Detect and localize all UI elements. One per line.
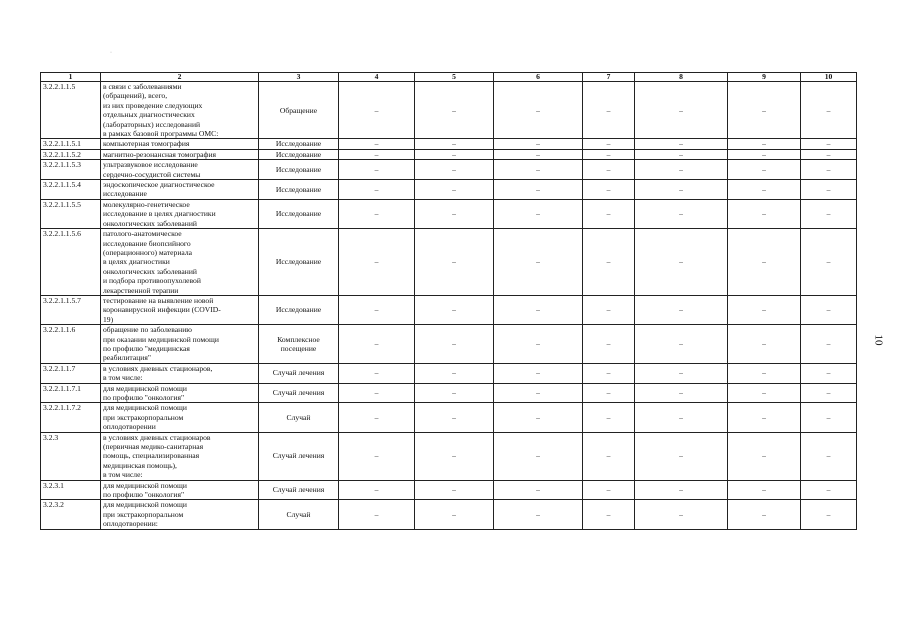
row-name xyxy=(101,82,259,139)
row-unit xyxy=(259,149,339,159)
row-name-line: онкологических заболеваний xyxy=(103,266,197,276)
row-unit-line: Случай xyxy=(286,509,311,519)
row-name-line: по профилю "онкология" xyxy=(103,490,185,500)
row-name-line: в том числе: xyxy=(103,470,143,480)
row-unit-line: Исследование xyxy=(275,184,322,194)
row-name-line: оплодотворении xyxy=(103,422,156,432)
row-name-line: отдельных диагностических xyxy=(103,110,195,120)
row-value: – xyxy=(801,363,857,383)
table-row xyxy=(41,139,857,149)
row-unit-line: Случай лечения xyxy=(272,451,325,461)
column-header: 4 xyxy=(339,73,415,82)
column-header: 2 xyxy=(101,73,259,82)
row-value: – xyxy=(415,199,494,228)
row-name-line: 19) xyxy=(103,314,114,324)
row-value: – xyxy=(583,139,635,149)
row-unit-line: Случай xyxy=(286,412,311,422)
stray-mark: · xyxy=(110,50,112,56)
row-name xyxy=(101,199,259,228)
row-unit xyxy=(259,82,339,139)
row-value: – xyxy=(583,500,635,529)
row-code: 3.2.2.1.1.5.4 xyxy=(41,180,101,200)
row-unit xyxy=(259,500,339,529)
row-code: 3.2.2.1.1.5.6 xyxy=(41,229,101,296)
row-name-line: (обращений), всего, xyxy=(103,91,168,101)
row-value: – xyxy=(583,82,635,139)
row-value: – xyxy=(339,500,415,529)
row-value: – xyxy=(635,199,728,228)
row-name-line: при оказании медицинской помощи xyxy=(103,334,219,344)
row-value: – xyxy=(415,480,494,500)
row-name-line: тестирование на выявление новой xyxy=(103,295,214,305)
row-name xyxy=(101,149,259,159)
row-name-line: коронавирусной инфекции (COVID- xyxy=(103,305,221,315)
table-row xyxy=(41,363,857,383)
row-value: – xyxy=(728,229,801,296)
row-name xyxy=(101,383,259,403)
row-value: – xyxy=(415,295,494,324)
row-unit-line: Исследование xyxy=(275,164,322,174)
row-value: – xyxy=(583,160,635,180)
row-name-line: для медицинской помощи xyxy=(103,403,187,413)
column-header: 9 xyxy=(728,73,801,82)
row-value: – xyxy=(583,229,635,296)
row-value: – xyxy=(339,363,415,383)
row-value: – xyxy=(635,383,728,403)
row-name-line: медицинская помощь), xyxy=(103,460,177,470)
row-value: – xyxy=(801,160,857,180)
row-name xyxy=(101,180,259,200)
row-value: – xyxy=(801,180,857,200)
table-row xyxy=(41,383,857,403)
row-unit xyxy=(259,295,339,324)
row-code: 3.2.2.1.1.7.2 xyxy=(41,403,101,432)
row-value: – xyxy=(415,403,494,432)
row-name-line: оплодотворении: xyxy=(103,519,158,529)
row-value: – xyxy=(494,160,583,180)
row-unit-line: Исследование xyxy=(275,139,322,149)
row-name-line: в целях диагностики xyxy=(103,257,170,267)
row-value: – xyxy=(801,480,857,500)
row-code: 3.2.2.1.1.5.3 xyxy=(41,160,101,180)
row-value: – xyxy=(494,383,583,403)
row-name-line: сердечно-сосудистой системы xyxy=(103,169,201,179)
row-code: 3.2.2.1.1.5.2 xyxy=(41,149,101,159)
header-row xyxy=(41,73,857,82)
row-value: – xyxy=(801,149,857,159)
data-table xyxy=(40,72,857,530)
row-code: 3.2.3.1 xyxy=(41,480,101,500)
table-body xyxy=(41,73,857,530)
row-name-line: при экстракорпоральном xyxy=(103,412,184,422)
row-name-line: (лабораторных) исследований xyxy=(103,119,201,129)
row-value: – xyxy=(728,500,801,529)
row-value: – xyxy=(339,383,415,403)
column-header: 3 xyxy=(259,73,339,82)
row-unit xyxy=(259,180,339,200)
row-value: – xyxy=(635,82,728,139)
row-value: – xyxy=(635,432,728,480)
row-code: 3.2.2.1.1.7 xyxy=(41,363,101,383)
row-value: – xyxy=(728,383,801,403)
row-value: – xyxy=(635,500,728,529)
row-unit xyxy=(259,199,339,228)
table-row xyxy=(41,180,857,200)
row-value: – xyxy=(494,500,583,529)
row-name-line: эндоскопическое диагностическое xyxy=(103,180,215,190)
column-header: 10 xyxy=(801,73,857,82)
row-name-line: из них проведение следующих xyxy=(103,100,203,110)
row-value: – xyxy=(728,180,801,200)
row-value: – xyxy=(728,403,801,432)
row-value: – xyxy=(494,363,583,383)
row-name-line: в связи с заболеваниями xyxy=(103,82,182,91)
row-name-line: для медицинской помощи xyxy=(103,500,187,510)
table-row xyxy=(41,403,857,432)
row-name xyxy=(101,139,259,149)
row-value: – xyxy=(494,149,583,159)
row-value: – xyxy=(635,149,728,159)
row-value: – xyxy=(728,160,801,180)
row-name-line: для медицинской помощи xyxy=(103,480,187,490)
table-row xyxy=(41,229,857,296)
row-code: 3.2.3.2 xyxy=(41,500,101,529)
row-value: – xyxy=(494,480,583,500)
row-value: – xyxy=(635,180,728,200)
row-value: – xyxy=(635,295,728,324)
row-value: – xyxy=(635,229,728,296)
row-value: – xyxy=(583,383,635,403)
row-value: – xyxy=(494,139,583,149)
row-code: 3.2.2.1.1.5.1 xyxy=(41,139,101,149)
row-value: – xyxy=(635,325,728,364)
row-value: – xyxy=(415,160,494,180)
row-name-line: и подбора противоопухолевой xyxy=(103,276,201,286)
row-name-line: в условиях дневных стационаров, xyxy=(103,363,213,373)
row-name-line: (операционного) материала xyxy=(103,247,193,257)
column-header: 1 xyxy=(41,73,101,82)
row-value: – xyxy=(494,229,583,296)
row-code: 3.2.2.1.1.5 xyxy=(41,82,101,139)
row-name-line: в том числе: xyxy=(103,373,143,383)
row-value: – xyxy=(728,139,801,149)
column-header: 5 xyxy=(415,73,494,82)
row-unit-line: Случай лечения xyxy=(272,485,325,495)
row-value: – xyxy=(415,500,494,529)
row-name-line: компьютерная томография xyxy=(103,139,190,149)
row-value: – xyxy=(801,295,857,324)
row-value: – xyxy=(728,325,801,364)
row-code: 3.2.2.1.1.7.1 xyxy=(41,383,101,403)
row-value: – xyxy=(583,149,635,159)
row-value: – xyxy=(583,432,635,480)
row-name-line: по профилю "медицинская xyxy=(103,343,190,353)
row-value: – xyxy=(801,139,857,149)
row-value: – xyxy=(339,229,415,296)
row-unit xyxy=(259,432,339,480)
row-value: – xyxy=(339,403,415,432)
row-value: – xyxy=(801,432,857,480)
row-value: – xyxy=(801,325,857,364)
row-value: – xyxy=(415,383,494,403)
row-unit xyxy=(259,403,339,432)
row-name-line: для медицинской помощи xyxy=(103,383,187,393)
row-name-line: реабилитация" xyxy=(103,353,151,363)
row-unit xyxy=(259,229,339,296)
row-unit-line: посещение xyxy=(280,343,317,353)
row-unit-line: Случай лечения xyxy=(272,368,325,378)
row-name-line: патолого-анатомическое xyxy=(103,229,182,239)
row-value: – xyxy=(415,82,494,139)
row-unit xyxy=(259,160,339,180)
row-unit-line: Случай лечения xyxy=(272,388,325,398)
row-value: – xyxy=(583,180,635,200)
table-row xyxy=(41,480,857,500)
row-unit-line: Комплексное xyxy=(277,334,320,344)
row-value: – xyxy=(801,82,857,139)
row-value: – xyxy=(728,199,801,228)
row-name-line: исследование xyxy=(103,189,147,199)
row-value: – xyxy=(801,229,857,296)
row-value: – xyxy=(494,82,583,139)
row-name-line: онкологических заболеваний xyxy=(103,218,197,228)
row-value: – xyxy=(415,229,494,296)
row-value: – xyxy=(583,295,635,324)
row-name-line: при экстракорпоральном xyxy=(103,509,184,519)
row-value: – xyxy=(635,160,728,180)
row-value: – xyxy=(339,199,415,228)
row-value: – xyxy=(728,82,801,139)
row-value: – xyxy=(494,325,583,364)
row-name xyxy=(101,480,259,500)
row-value: – xyxy=(339,295,415,324)
row-value: – xyxy=(801,383,857,403)
row-value: – xyxy=(339,432,415,480)
row-name-line: по профилю "онкология" xyxy=(103,393,185,402)
row-value: – xyxy=(583,325,635,364)
table-row xyxy=(41,199,857,228)
row-unit-line: Исследование xyxy=(275,257,322,267)
row-value: – xyxy=(801,199,857,228)
row-value: – xyxy=(415,363,494,383)
column-header: 6 xyxy=(494,73,583,82)
row-name xyxy=(101,229,259,296)
column-header: 8 xyxy=(635,73,728,82)
row-value: – xyxy=(583,363,635,383)
table-row xyxy=(41,160,857,180)
row-name xyxy=(101,325,259,364)
row-name-line: помощь, специализированная xyxy=(103,451,200,461)
row-value: – xyxy=(728,432,801,480)
row-value: – xyxy=(494,295,583,324)
row-value: – xyxy=(635,363,728,383)
row-value: – xyxy=(494,199,583,228)
row-value: – xyxy=(339,139,415,149)
row-name-line: (первичная медико-санитарная xyxy=(103,442,204,452)
table-row xyxy=(41,432,857,480)
row-unit xyxy=(259,139,339,149)
row-value: – xyxy=(494,403,583,432)
row-name xyxy=(101,295,259,324)
row-value: – xyxy=(728,295,801,324)
row-value: – xyxy=(635,139,728,149)
row-name-line: лекарственной терапии xyxy=(103,285,179,295)
row-unit xyxy=(259,480,339,500)
row-value: – xyxy=(801,403,857,432)
row-value: – xyxy=(339,82,415,139)
row-name-line: обращение по заболеванию xyxy=(103,325,192,335)
row-value: – xyxy=(339,160,415,180)
table-row xyxy=(41,500,857,529)
row-value: – xyxy=(728,480,801,500)
row-name-line: магнитно-резонансная томография xyxy=(103,149,217,159)
row-unit-line: Исследование xyxy=(275,209,322,219)
row-value: – xyxy=(635,480,728,500)
row-code: 3.2.2.1.1.5.5 xyxy=(41,199,101,228)
row-value: – xyxy=(583,480,635,500)
row-name-line: ультразвуковое исследование xyxy=(103,160,198,170)
row-value: – xyxy=(583,199,635,228)
row-name xyxy=(101,363,259,383)
row-value: – xyxy=(728,149,801,159)
row-value: – xyxy=(339,149,415,159)
row-code: 3.2.3 xyxy=(41,432,101,480)
row-name-line: в условиях дневных стационаров xyxy=(103,432,211,442)
table-row xyxy=(41,149,857,159)
row-value: – xyxy=(415,139,494,149)
row-name-line: исследование биопсийного xyxy=(103,238,191,248)
row-name xyxy=(101,500,259,529)
row-value: – xyxy=(415,149,494,159)
row-name xyxy=(101,403,259,432)
row-unit xyxy=(259,363,339,383)
row-unit-line: Исследование xyxy=(275,149,322,159)
table-row xyxy=(41,82,857,139)
row-value: – xyxy=(339,480,415,500)
row-value: – xyxy=(801,500,857,529)
table-row xyxy=(41,325,857,364)
row-value: – xyxy=(415,180,494,200)
row-name xyxy=(101,160,259,180)
row-name xyxy=(101,432,259,480)
row-unit-line: Исследование xyxy=(275,305,322,315)
row-value: – xyxy=(728,363,801,383)
table-row xyxy=(41,295,857,324)
row-unit xyxy=(259,325,339,364)
column-header: 7 xyxy=(583,73,635,82)
row-unit xyxy=(259,383,339,403)
row-name-line: молекулярно-генетическое xyxy=(103,199,190,209)
row-value: – xyxy=(494,432,583,480)
row-value: – xyxy=(415,432,494,480)
row-name-line: исследование в целях диагностики xyxy=(103,209,216,219)
row-value: – xyxy=(635,403,728,432)
row-unit-line: Обращение xyxy=(279,105,318,115)
row-name-line: в рамках базовой программы ОМС: xyxy=(103,129,219,139)
page-number: 10 xyxy=(872,334,885,346)
row-value: – xyxy=(339,180,415,200)
row-value: – xyxy=(583,403,635,432)
row-code: 3.2.2.1.1.6 xyxy=(41,325,101,364)
row-value: – xyxy=(339,325,415,364)
row-value: – xyxy=(415,325,494,364)
row-value: – xyxy=(494,180,583,200)
row-code: 3.2.2.1.1.5.7 xyxy=(41,295,101,324)
